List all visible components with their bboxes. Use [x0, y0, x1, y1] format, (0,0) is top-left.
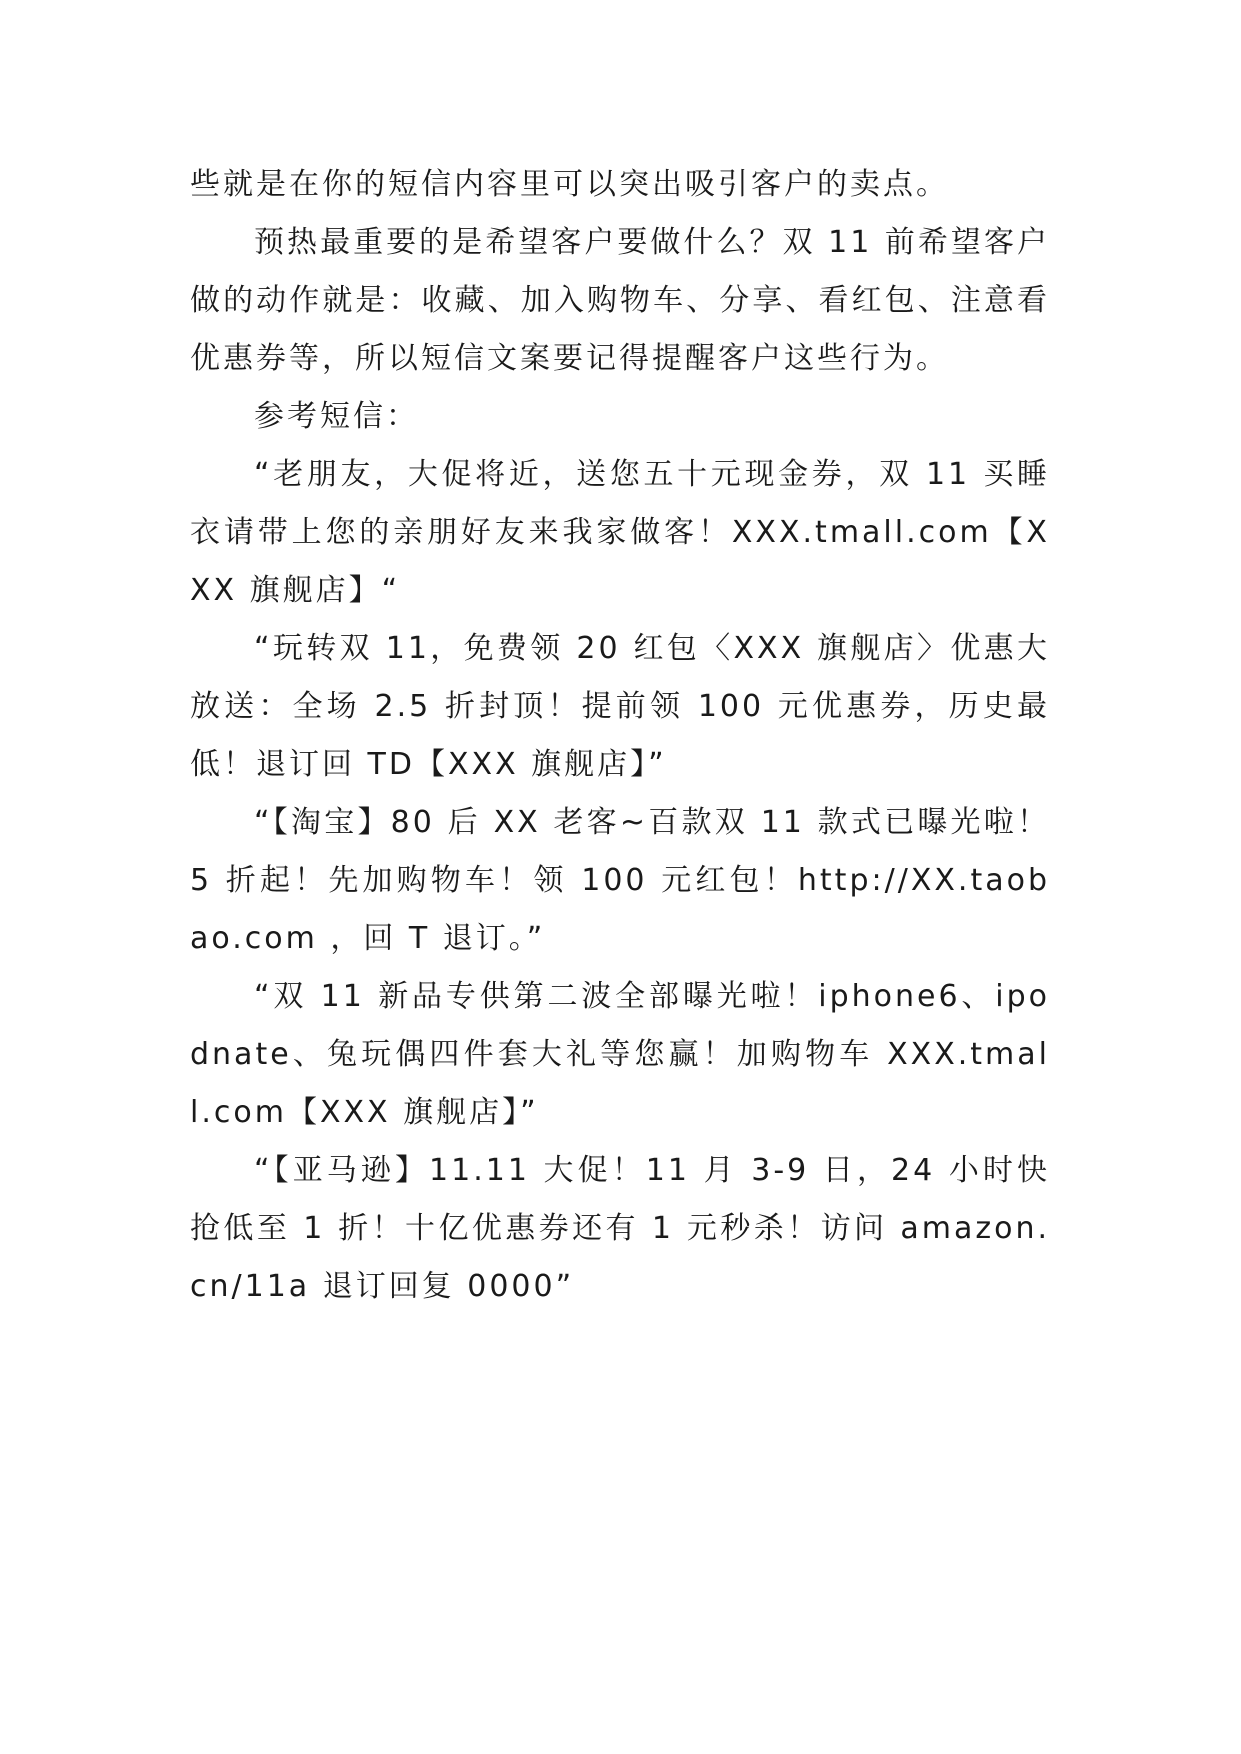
document-body	[190, 156, 1050, 1316]
paragraph-reference-heading: 参考短信：	[254, 399, 419, 434]
paragraph-continuation: 些就是在你的短信内容里可以突出吸引客户的卖点。	[190, 167, 949, 202]
paragraph-preheat-goal: 预热最重要的是希望客户要做什么？双 11 前希望客户做的动作就是：收藏、加入购物车、分享、看红包、注意看优惠券等，所以短信文案要记得提醒客户这些行为。	[190, 225, 1050, 376]
sample-sms-1: “老朋友，大促将近，送您五十元现金券，双 11 买睡衣请带上您的亲朋好友来我家做客！XXX.tmall.com【XXX 旗舰店】“	[190, 457, 1050, 608]
sample-sms-3: “【淘宝】80 后 XX 老客~百款双 11 款式已曝光啦！5 折起！先加购物车！领 100 元红包！http://XX.taobao.com ，回 T 退订。”	[190, 805, 1050, 956]
sample-sms-5: “【亚马逊】11.11 大促！11 月 3-9 日，24 小时快抢低至 1 折！十亿优惠券还有 1 元秒杀！访问 amazon.cn/11a 退订回复 0000”	[190, 1153, 1050, 1304]
sample-sms-2: “玩转双 11，免费领 20 红包〈XXX 旗舰店〉优惠大放送：全场 2.5 折封顶！提前领 100 元优惠券，历史最低！退订回 TD【XXX 旗舰店】”	[190, 631, 1050, 782]
sample-sms-4: “双 11 新品专供第二波全部曝光啦！iphone6、ipodnate、兔玩偶四件套大礼等您赢！加购物车 XXX.tmall.com【XXX 旗舰店】”	[190, 979, 1050, 1130]
